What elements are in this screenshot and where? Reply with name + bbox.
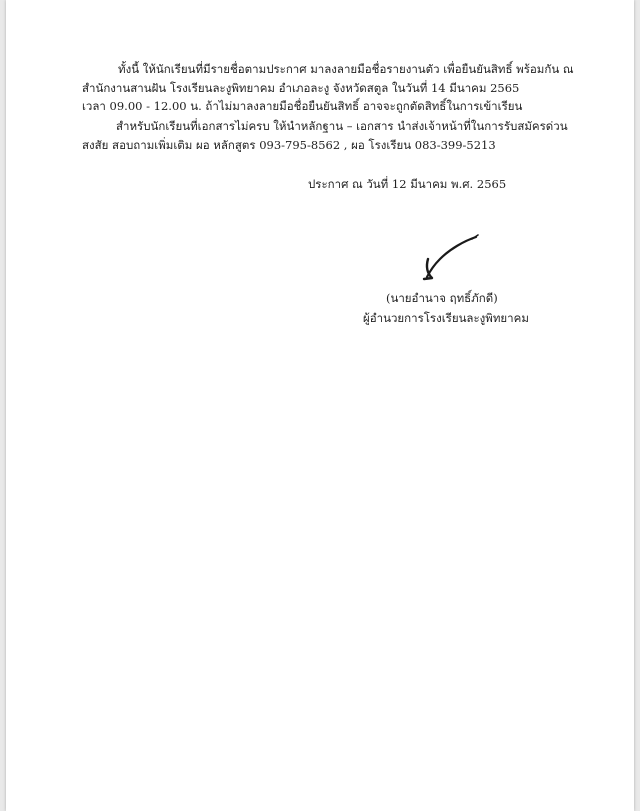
paragraph-line-1: ทั้งนี้ ให้นักเรียนที่มีรายชื่อตามประกาศ มาลงลายมือชื่อรายงานตัว เพื่อยืนยันสิทธิ์ พร้อมกัน ณ (118, 62, 574, 76)
signer-name: (นายอำนาจ ฤทธิ์ภักดี) (386, 291, 498, 305)
paragraph-line-2: สำนักงานสานฝัน โรงเรียนละงูพิทยาคม อำเภอละงู จังหวัดสตูล ในวันที่ 14 มีนาคม 2565 (82, 81, 520, 95)
handwritten-signature (414, 233, 484, 283)
document-page (6, 0, 634, 811)
signer-position: ผู้อำนวยการโรงเรียนละงูพิทยาคม (363, 311, 529, 325)
announcement-date: ประกาศ ณ วันที่ 12 มีนาคม พ.ศ. 2565 (308, 177, 507, 191)
paragraph-line-3: เวลา 09.00 - 12.00 น. ถ้าไม่มาลงลายมือชื่อยืนยันสิทธิ์ อาจจะถูกตัดสิทธิ์ในการเข้าเรียน (82, 99, 523, 113)
paragraph-line-4: สำหรับนักเรียนที่เอกสารไม่ครบ ให้นำหลักฐาน – เอกสาร นำส่งเจ้าหน้าที่ในการรับสมัครด่วน (116, 119, 568, 133)
paragraph-line-5: สงสัย สอบถามเพิ่มเติม ผอ หลักสูตร 093-795-8562 , ผอ โรงเรียน 083-399-5213 (82, 138, 496, 152)
